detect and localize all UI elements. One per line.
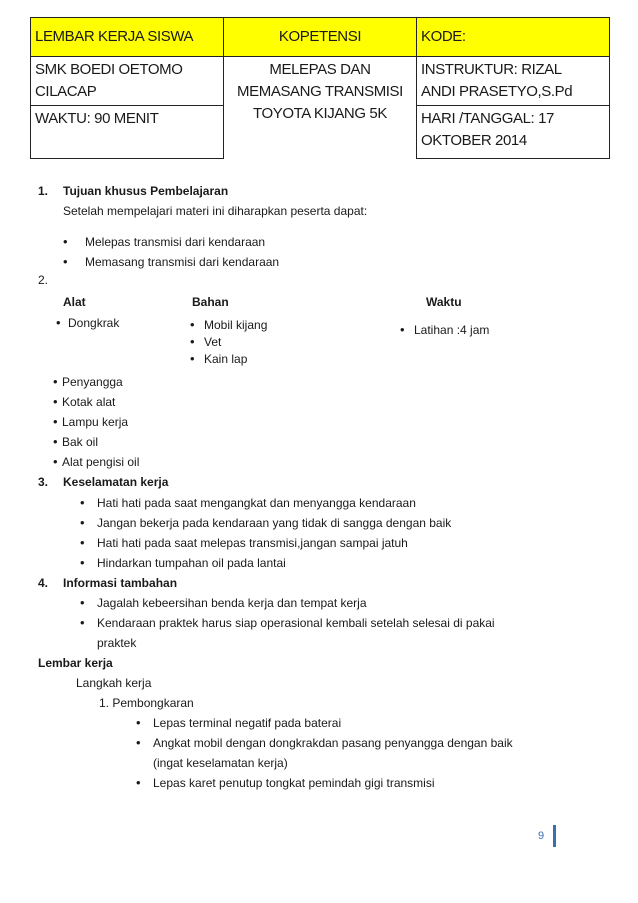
sec3-item-4: •Hindarkan tumpahan oil pada lantai xyxy=(80,555,286,571)
bullet-icon xyxy=(80,555,92,571)
bullet-icon xyxy=(80,515,92,531)
bullet-icon xyxy=(190,351,202,367)
page-number: 9 xyxy=(538,830,545,842)
bahan-item-1: • Mobil kijang xyxy=(190,317,267,333)
competency-line-2: MEMASANG TRANSMISI xyxy=(237,83,403,100)
bahan-heading: Bahan xyxy=(192,295,229,309)
instructor-line-1: INSTRUKTUR: RIZAL xyxy=(421,61,562,78)
time-cell: WAKTU: 90 MENIT xyxy=(31,106,224,159)
bullet-icon xyxy=(190,334,202,350)
lembar-item-3: •Lepas karet penutup tongkat pemindah gigi transmisi xyxy=(136,775,435,791)
lembar-item-2: •Angkat mobil dengan dongkrakdan pasang penyangga dengan baik xyxy=(136,735,513,751)
sec4-item-1: •Jagalah kebeersihan benda kerja dan tempat kerja xyxy=(80,595,367,611)
bahan-item-2: •Vet xyxy=(190,334,221,350)
bullet-icon xyxy=(80,615,92,631)
bullet-icon xyxy=(136,735,148,751)
instructor-line-2: ANDI PRASETYO,S.Pd xyxy=(421,83,573,100)
alat-heading: Alat xyxy=(63,295,86,309)
bullet-icon xyxy=(80,595,92,611)
lembar-step-1: 1. Pembongkaran xyxy=(99,696,194,710)
waktu-item: •Latihan :4 jam xyxy=(400,322,489,338)
sec1-title: Tujuan khusus Pembelajaran xyxy=(63,184,229,198)
school-line-1: SMK BOEDI OETOMO xyxy=(35,61,183,78)
header-row-info xyxy=(31,57,610,106)
bullet-icon xyxy=(80,495,92,511)
bullet-icon xyxy=(53,414,62,430)
bullet-icon xyxy=(63,254,75,270)
bullet-icon xyxy=(136,775,148,791)
date-cell xyxy=(417,106,610,159)
bullet-icon xyxy=(53,434,62,450)
header-row-title xyxy=(31,18,610,57)
alat-item-5: •Bak oil xyxy=(53,434,98,450)
sec3-item-2: •Jangan bekerja pada kendaraan yang tidak di sangga dengan baik xyxy=(80,515,451,531)
sec3-item-3: •Hati hati pada saat melepas transmisi,jangan sampai jatuh xyxy=(80,535,408,551)
bullet-icon xyxy=(53,374,62,390)
alat-item-1: •Dongkrak xyxy=(56,315,119,331)
header-table xyxy=(30,17,610,159)
competency-line-3: TOYOTA KIJANG 5K xyxy=(253,105,387,122)
waktu-heading: Waktu xyxy=(426,295,462,309)
competency-line-1: MELEPAS DAN xyxy=(269,61,371,78)
sec1-number: 1. xyxy=(38,184,49,198)
sec4-item-2: •Kendaraan praktek harus siap operasional kembali setelah selesai di pakai xyxy=(80,615,495,631)
date-line-2: OKTOBER 2014 xyxy=(421,132,527,149)
lembar-subtitle: Langkah kerja xyxy=(76,676,152,690)
sec3-title: Keselamatan kerja xyxy=(63,475,169,489)
alat-item-3: •Kotak alat xyxy=(53,394,115,410)
sec4-item-2-continued: praktek xyxy=(97,636,137,650)
page-number-bar xyxy=(553,825,556,847)
sec4-number: 4. xyxy=(38,576,49,590)
school-line-2: CILACAP xyxy=(35,83,97,100)
competency-cell xyxy=(224,57,417,159)
sec2-number: 2. xyxy=(38,273,49,287)
sec1-item-2: •Memasang transmisi dari kendaraan xyxy=(63,254,279,270)
bahan-item-3: •Kain lap xyxy=(190,351,247,367)
sec3-number: 3. xyxy=(38,475,49,489)
bullet-icon xyxy=(63,234,75,250)
header-cell-title: LEMBAR KERJA SISWA xyxy=(31,18,224,57)
date-line-1: HARI /TANGGAL: 17 xyxy=(421,110,554,127)
lembar-item-2-continued: (ingat keselamatan kerja) xyxy=(153,756,288,770)
bullet-icon xyxy=(56,315,68,331)
header-cell-code: KODE: xyxy=(417,18,610,57)
alat-item-2: •Penyangga xyxy=(53,374,123,390)
sec3-item-1: •Hati hati pada saat mengangkat dan menyangga kendaraan xyxy=(80,495,416,511)
lembar-item-1: •Lepas terminal negatif pada baterai xyxy=(136,715,341,731)
bullet-icon xyxy=(53,454,62,470)
bullet-icon xyxy=(53,394,62,410)
alat-item-6: •Alat pengisi oil xyxy=(53,454,139,470)
bullet-icon xyxy=(190,317,202,333)
school-cell xyxy=(31,57,224,106)
lembar-title: Lembar kerja xyxy=(38,656,113,670)
header-cell-competency-label: KOPETENSI xyxy=(224,18,417,57)
sec4-title: Informasi tambahan xyxy=(63,576,178,590)
bullet-icon xyxy=(400,322,412,338)
alat-item-4: •Lampu kerja xyxy=(53,414,128,430)
sec1-intro: Setelah mempelajari materi ini diharapkan peserta dapat: xyxy=(63,204,368,218)
sec1-item-1: •Melepas transmisi dari kendaraan xyxy=(63,234,265,250)
bullet-icon xyxy=(80,535,92,551)
bullet-icon xyxy=(136,715,148,731)
instructor-cell xyxy=(417,57,610,106)
